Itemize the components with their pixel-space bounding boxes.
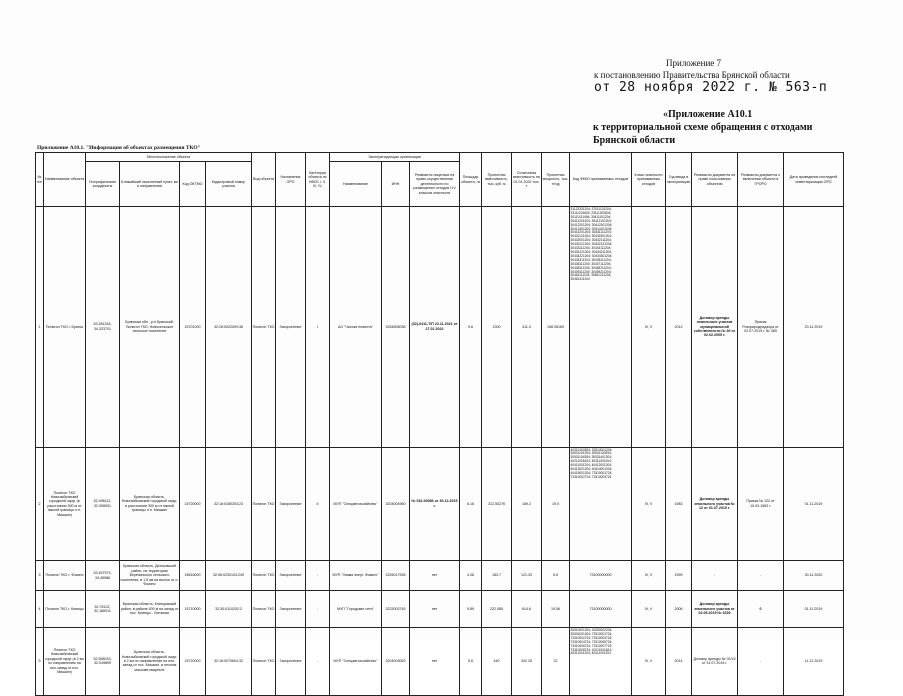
cell-power: 19.56 [542, 591, 570, 628]
cell-coords: 52.558033, 32.049899 [86, 628, 120, 696]
cell-doc: - [692, 561, 738, 591]
cell-hazard: IV, V [632, 628, 666, 696]
cell-license: № 032-00086 от 30.12.2015 г. [410, 447, 460, 561]
col-header: Проектная мощность, тыс. т/год [542, 153, 570, 207]
group-header-location: Местоположение объекта [86, 153, 252, 162]
cell-settlement: Брянская область, Новозыбковский городской округ, в 2 км по направлению на юго-запад от пос. Мишкин, в лесном массиве квартале [120, 628, 180, 696]
cell-fkko: 40310100524; 39314001204; 30531101294; 30531103294; 30531104394; 30531401204; 40211001624; 40311001204; 40411001204; 40412001204; 40413001204; 40414001204; 40415001204; 73310001724; 73310002724; 73310003724 [570, 447, 632, 561]
cell-year: 2012 [666, 207, 692, 448]
col-header: Остаточная вместимость на 01.01.2022 тыс. т [512, 153, 542, 207]
cell-kind: Полигон ТКО [252, 628, 276, 696]
col-header: Площадь объекта, га [460, 153, 482, 207]
header-line-3: Брянской области [593, 135, 676, 146]
cell-license: (32)-0411-Т/П 22.11.2021 от 27.01.2022 [410, 207, 460, 448]
cell-cadastre: 32:30:0110202:2 [206, 591, 252, 628]
cell-hazard: IV, V [632, 447, 666, 561]
table-row [36, 591, 844, 628]
header-title: «Приложение А10.1 [663, 109, 753, 120]
cell-inn: 3204004960 [382, 447, 410, 561]
table-row [36, 628, 844, 696]
cell-oktmo: 15710000 [180, 591, 206, 628]
cell-remaining: 121.33 [512, 561, 542, 591]
col-header: Вид объекта [252, 153, 276, 207]
appendix-title: Приложение 7 [666, 58, 722, 68]
col-header: Реквизиты лицензии на право осуществления деятельности по размещению отходов I-IV классов опасности [410, 162, 460, 207]
cell-settlement: Брянская область, Новозыбковский городской округ, в расстоянии 300 м от южной границы н.п. Мишкин [120, 447, 180, 561]
cell-cadastre: 32:18:0070604:32 [206, 628, 252, 696]
cell-purpose: Захоронение [276, 447, 306, 561]
cell-doc: Договор аренды земельного участка от 02.09.2019 № 3239 [692, 591, 738, 628]
cell-cadastre: 32:06:0230104:249 [206, 561, 252, 591]
cell-cadastre: 32:18:0180303:23 [206, 447, 252, 561]
table-row [36, 561, 844, 591]
cell-year: 2006 [666, 591, 692, 628]
cell-power: 22 [542, 628, 570, 696]
table-row [36, 207, 844, 448]
cell-year: 1983 [666, 447, 692, 561]
cell-purpose: Захоронение [276, 207, 306, 448]
col-header: Географические координаты [86, 162, 120, 207]
col-header: Проектная вместимость, тыс. куб. м [482, 153, 512, 207]
registry-table [35, 152, 844, 696]
cell-area: 4.06 [460, 561, 482, 591]
cell-license: нет [410, 561, 460, 591]
cell-settlement: Брянская область, Клинцовский район, в районе 400 м на запад от пос. Клинцы - Унечская [120, 591, 180, 628]
cell-year: 2014 [666, 628, 692, 696]
col-header: Код ФККО принимаемых отходов [570, 153, 632, 207]
cell-grooro: - [738, 628, 784, 696]
cell-area: 6.16 [460, 447, 482, 561]
header-line-2: к территориальной схеме обращения с отходами [593, 122, 813, 133]
col-header: № п/п [36, 153, 44, 207]
cell-grooro: Приказ № 122 от 10.03.1983 г. [738, 447, 784, 561]
cell-coords: 53.281316, 34.323701 [86, 207, 120, 448]
cell-remaining: 614.6 [512, 591, 542, 628]
cell-hazard: IV, V [632, 207, 666, 448]
col-header: Код ОКТМО [180, 162, 206, 207]
cell-oktmo: 15616000 [180, 561, 206, 591]
cell-fkko: 30510001204; 30250002204; 30531001204; 73310001724; 73310002724; 73310003724; 73310004724; 73310005724; 73310006724; 73310007724; 73310008724; 40211001624; 40311001204; 40411001204 [570, 628, 632, 696]
cell-num: 3 [36, 561, 44, 591]
appendix-block [594, 57, 827, 94]
col-header: Кадастровый номер участка [206, 162, 252, 207]
cell-operator: МУП "Знамя энерг. Фокино" [330, 561, 382, 591]
cell-settlement: Брянская область, Дятьковский район, на территории Березинского сельского поселения, в 1,5 км на восток от п. Фокино [120, 561, 180, 591]
cell-inventory: 30.11.2020 [784, 561, 844, 591]
cell-category: I [306, 207, 330, 448]
cell-area: 9.89 [460, 591, 482, 628]
col-header: Наименование объекта [44, 153, 86, 207]
cell-name: Полигон ТКО г. Клинцы [44, 591, 86, 628]
cell-name: Полигон ТКО г. Фокино [44, 561, 86, 591]
cell-capacity: 222.085 [482, 591, 512, 628]
table-caption: Приложение А10.1. "Информация об объектах размещения ТКО" [37, 145, 201, 151]
cell-inventory: 20.11.2019 [784, 207, 844, 448]
cell-coords: 52.496112, 32.008051 [86, 447, 120, 561]
col-header: ИНН [382, 162, 410, 207]
cell-kind: Полигон ТКО [252, 207, 276, 448]
cell-kind: Полигон ТКО [252, 561, 276, 591]
cell-name: Полигон ТКО Новозыбковский городской округ (в расстоянии 300 м от южной границы п.н. Мишкин) [44, 447, 86, 561]
cell-kind: Полигон ТКО [252, 591, 276, 628]
col-header: Ближайший населенный пункт, км в направлении [120, 162, 180, 207]
cell-kind: Полигон ТКО [252, 447, 276, 561]
cell-inventory: 11.12.2019 [784, 628, 844, 696]
cell-category: - [306, 591, 330, 628]
cell-category: - [306, 628, 330, 696]
cell-grooro: 0 [738, 591, 784, 628]
cell-operator: АО "Чистая планета" [330, 207, 382, 448]
appendix-line-2: к постановлению Правительства Брянской области [594, 70, 790, 80]
cell-purpose: Захоронение [276, 628, 306, 696]
cell-cadastre: 32:28:0022009:36 [206, 207, 252, 448]
cell-inn: 3204003063 [382, 628, 410, 696]
cell-purpose: Захоронение [276, 561, 306, 591]
cell-settlement: Брянская обл., р-н Брянский, Полигон ТКО, Новосельское сельское поселение [120, 207, 180, 448]
cell-grooro: Приказ Росприроднадзора от 02.07.2019 г. № 365 [738, 207, 784, 448]
cell-hazard: IV, V [632, 591, 666, 628]
cell-category: II [306, 447, 330, 561]
cell-fkko: 73100000000 [570, 591, 632, 628]
cell-capacity: 1300 [482, 207, 512, 448]
cell-area: 5.6 [460, 628, 482, 696]
col-header: Наименование [330, 162, 382, 207]
cell-fkko: 73100000000 [570, 561, 632, 591]
cell-doc: Договор аренды № 01/15 от 31.07.2015 г. [692, 628, 738, 696]
cell-num: 4 [36, 591, 44, 628]
cell-power: 158.35169 [542, 207, 570, 448]
appendix-date-line: от 28 ноября 2022 г. № 563-п [594, 80, 828, 95]
cell-license: нет [410, 628, 460, 696]
cell-power: 19.0 [542, 447, 570, 561]
cell-inn: 3245017926 [382, 561, 410, 591]
col-header: Год ввода в эксплуатацию [666, 153, 692, 207]
cell-remaining: 342.25 [512, 628, 542, 696]
col-header: Класс опасности принимаемых отходов [632, 153, 666, 207]
cell-inventory: 01.11.2019 [784, 591, 844, 628]
col-header: Дата проведения последней инвентаризации ОРО [784, 153, 844, 207]
cell-year: 1999 [666, 561, 692, 591]
cell-oktmo: 15720000 [180, 628, 206, 696]
cell-fkko: 31122331204; 37011101204; 23111201604; 23111202604; 30111011494; 30411101204; 30411201204; 30412101204; 30412201204; 30412301204; 30412401204; 30414101204; 30414201204; 30431111204; 30431121204; 30431501204; 30432001204; 30432111204; 30432121204; 30432131204; 30433111204; 30434111204; 30434121204; 30434211204; 30434221204; 30434301204; 30434311204; 30435111204; 30436111204; 30437111204; 30438111204; 30438211204; 30439111204; 30439211204; 30461111204; 30461211204; 30461311204 [570, 207, 632, 448]
cell-license: нет [410, 591, 460, 628]
cell-capacity: 183.7 [482, 561, 512, 591]
cell-coords: 52.76122, 32.166911 [86, 591, 120, 628]
group-header-operator: Эксплуатирующая организация [330, 153, 460, 162]
table-header-group-row [36, 153, 844, 162]
cell-inn: 3254505036 [382, 207, 410, 448]
cell-capacity: 312.50276 [482, 447, 512, 561]
cell-num: 1 [36, 207, 44, 448]
cell-name: Полигон ТКО Новозыбковский городской округ (в 2 км по направлению на юго-запад от пос. Мишкин) [44, 628, 86, 696]
cell-operator: МУП "Спецавтохозяйство" [330, 447, 382, 561]
cell-grooro: - [738, 561, 784, 591]
cell-num: 5 [36, 628, 44, 696]
cell-remaining: 411.3 [512, 207, 542, 448]
cell-capacity: 440 [482, 628, 512, 696]
cell-area: 9.6 [460, 207, 482, 448]
cell-doc: Договор аренды земельного участка муниципальной собственности № 30 от 02.02.2005 г. [692, 207, 738, 448]
cell-operator: МУП "Спецавтохозяйство" [330, 628, 382, 696]
col-header: Реквизиты документа на право пользования объектом [692, 153, 738, 207]
col-header: Назначение ОРО [276, 153, 306, 207]
cell-num: 2 [36, 447, 44, 561]
cell-oktmo: 15720000 [180, 447, 206, 561]
cell-hazard: IV, V [632, 561, 666, 591]
cell-name: Полигон ТКО г. Брянск [44, 207, 86, 448]
cell-remaining: 169.2 [512, 447, 542, 561]
cell-category: - [306, 561, 330, 591]
table-row [36, 447, 844, 561]
cell-inn: 3223003745 [382, 591, 410, 628]
cell-power: 5.5 [542, 561, 570, 591]
cell-oktmo: 15701000 [180, 207, 206, 448]
cell-coords: 53.457973, 34.45986 [86, 561, 120, 591]
cell-doc: Договор аренды земельного участка № 12 от 01.07.2019 г. [692, 447, 738, 561]
header-block [593, 108, 812, 147]
cell-purpose: Захоронение [276, 591, 306, 628]
cell-inventory: 01.11.2019 [784, 447, 844, 561]
col-header: Категория объекта по НВОС I, II, III, IV [306, 153, 330, 207]
cell-operator: МУП "Городские сети" [330, 591, 382, 628]
col-header: Реквизиты документа о включении объекта в ГРОРО [738, 153, 784, 207]
